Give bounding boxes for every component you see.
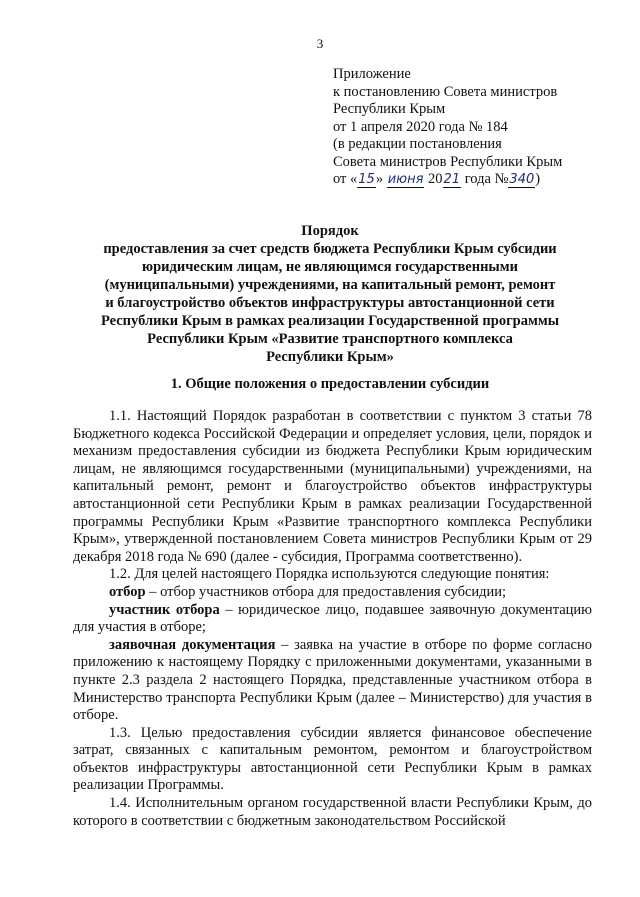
paragraph-1-1: 1.1. Настоящий Порядок разработан в соответствии с пунктом 3 статьи 78 Бюджетного кодекса Российской Федерации и определяет условия, цели, порядок и механизм предоставления субсидии из бюджета Республики Крым юридическим лицам, не являющимся государственными (муниципальными) учреждениями, на капитальный ремонт, ремонт и благоустройство объектов инфраструктуры автостанционной сети Республики Крым в рамках реализации Государственной программы Республики Крым «Развитие транспортного комплекса Республики Крым», утвержденной постановлением Совета министров Республики Крым от 29 декабря 2018 года № 690 (далее - субсидия, Программа соответственно). bbox=[73, 408, 592, 565]
appendix-line: от 1 апреля 2020 года № 184 bbox=[333, 118, 508, 135]
date-end: ) bbox=[535, 171, 541, 187]
title-heading: Порядок bbox=[301, 223, 359, 239]
handwritten-day: 15 bbox=[358, 172, 375, 187]
paragraph-1-2: 1.2. Для целей настоящего Порядка используются следующие понятия: bbox=[109, 566, 550, 583]
paragraph-1-4: 1.4. Исполнительным органом государственной власти Республики Крым, до которого в соответствии с бюджетным законодательством Российской bbox=[73, 795, 592, 829]
year-prefix: 20 bbox=[424, 171, 443, 187]
year-label: года № bbox=[461, 171, 509, 187]
body-text bbox=[73, 408, 592, 830]
handwritten-year: 21 bbox=[443, 172, 461, 187]
appendix-line: Приложение bbox=[333, 66, 411, 82]
paragraph-1-3: 1.3. Целью предоставления субсидии является финансовое обеспечение затрат, связанных с капитальным ремонтом, ремонтом и благоустройством объектов инфраструктуры автостанционной сети Республики Крым в рамках реализации Программы. bbox=[73, 724, 592, 794]
term-selection: отбор bbox=[109, 583, 146, 600]
appendix-header bbox=[333, 66, 562, 189]
definition-text: – заявка на участие в отборе по форме согласно приложению к настоящему Порядку с приложенными документами, указанными в пункте 2.3 раздела 2 настоящего Порядка, представленные участником отбора в Министерство транспорта Республики Крым (далее – Министерство) для участия в отборе. bbox=[73, 636, 593, 724]
page-number: 3 bbox=[316, 36, 324, 51]
document-title bbox=[70, 222, 590, 366]
appendix-date-line bbox=[333, 171, 562, 189]
definition-text: – юридическое лицо, подавшее заявочную документацию для участия в отборе; bbox=[73, 601, 592, 636]
date-prefix: от « bbox=[333, 171, 358, 187]
section-heading: 1. Общие положения о предоставлении субсидии bbox=[170, 376, 490, 392]
definition-documentation bbox=[73, 637, 592, 725]
definition-selection bbox=[73, 584, 592, 602]
appendix-line: (в редакции постановления bbox=[333, 136, 502, 152]
title-line: и благоустройство объектов инфраструктуры автостанционной сети bbox=[105, 295, 555, 311]
title-line: Республики Крым «Развитие транспортного комплекса bbox=[147, 331, 513, 347]
definition-participant bbox=[73, 602, 592, 637]
handwritten-number: 340 bbox=[509, 172, 535, 187]
title-line: (муниципальными) учреждениями, на капитальный ремонт, ремонт bbox=[104, 277, 556, 293]
title-line: юридическим лицам, не являющимся государственными bbox=[142, 259, 518, 275]
appendix-line: Республики Крым bbox=[333, 101, 446, 117]
date-mid: » bbox=[375, 171, 387, 187]
title-line: Республики Крым в рамках реализации Государственной программы bbox=[100, 313, 560, 329]
appendix-line: Совета министров Республики Крым bbox=[333, 153, 563, 170]
definition-text: – отбор участников отбора для предоставления субсидии; bbox=[145, 583, 507, 600]
handwritten-month: июня bbox=[387, 172, 424, 187]
term-documentation: заявочная документация bbox=[109, 636, 276, 653]
title-line: предоставления за счет средств бюджета Республики Крым субсидии bbox=[103, 241, 557, 257]
title-line: Республики Крым» bbox=[266, 349, 394, 365]
appendix-line: к постановлению Совета министров bbox=[333, 83, 558, 100]
term-participant: участник отбора bbox=[109, 601, 220, 618]
